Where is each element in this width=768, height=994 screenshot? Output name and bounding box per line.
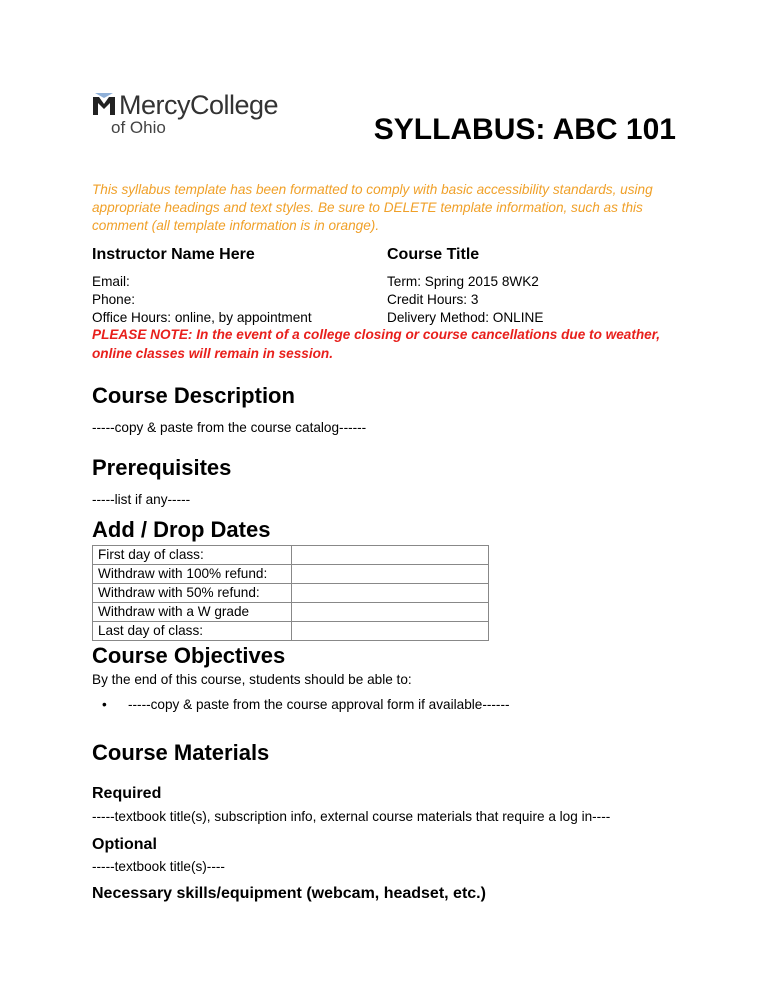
office-hours-line: Office Hours: online, by appointment <box>92 310 312 325</box>
course-objectives-heading: Course Objectives <box>92 643 286 668</box>
date-label: Withdraw with a W grade <box>93 603 292 622</box>
logo <box>93 90 279 137</box>
course-title-heading: Course Title <box>387 246 480 263</box>
course-description-text: -----copy & paste from the course catalog------ <box>92 420 367 435</box>
date-value <box>292 603 489 622</box>
logo-sub: of Ohio <box>111 118 166 137</box>
date-label: Withdraw with 50% refund: <box>93 584 292 603</box>
instructor-info <box>92 273 312 327</box>
date-label: First day of class: <box>93 546 292 565</box>
prerequisites-heading: Prerequisites <box>92 455 232 480</box>
objectives-intro: By the end of this course, students should be able to: <box>92 672 412 687</box>
college-logo-mark-icon <box>93 93 115 115</box>
instructor-heading: Instructor Name Here <box>92 246 255 263</box>
required-text: -----textbook title(s), subscription info, external course materials that require a log in---- <box>92 809 611 824</box>
date-value <box>292 622 489 641</box>
required-heading: Required <box>92 785 162 802</box>
course-description-heading: Course Description <box>92 383 295 408</box>
skills-heading: Necessary skills/equipment (webcam, headset, etc.) <box>92 885 486 902</box>
optional-heading: Optional <box>92 836 157 853</box>
add-drop-table <box>92 545 489 641</box>
phone-line: Phone: <box>92 292 136 307</box>
credit-hours-line: Credit Hours: 3 <box>387 292 479 307</box>
date-label: Last day of class: <box>93 622 292 641</box>
logo-name: MercyCollege <box>119 90 279 120</box>
template-note: This syllabus template has been formatted to comply with basic accessibility standards, using appropriate headings and text styles. Be sure to DELETE template information, such as this comment (all template information is in orange). <box>92 182 653 233</box>
date-value <box>292 565 489 584</box>
bullet-icon: • <box>102 697 107 712</box>
email-line: Email: <box>92 274 130 289</box>
please-note: PLEASE NOTE: In the event of a college closing or course cancellations due to weather, online classes will remain in session. <box>92 327 661 361</box>
course-info <box>387 273 543 327</box>
table-row <box>93 603 489 622</box>
add-drop-heading: Add / Drop Dates <box>92 517 271 542</box>
optional-text: -----textbook title(s)---- <box>92 859 225 874</box>
table-row <box>93 622 489 641</box>
table-row <box>93 584 489 603</box>
page-title: SYLLABUS: ABC 101 <box>373 113 676 146</box>
course-materials-heading: Course Materials <box>92 740 270 765</box>
delivery-method-line: Delivery Method: ONLINE <box>387 310 544 325</box>
date-label: Withdraw with 100% refund: <box>93 565 292 584</box>
date-value <box>292 584 489 603</box>
table-row <box>93 565 489 584</box>
table-row <box>93 546 489 565</box>
objective-item: -----copy & paste from the course approval form if available------ <box>128 697 510 712</box>
prerequisites-text: -----list if any----- <box>92 492 191 507</box>
term-line: Term: Spring 2015 8WK2 <box>387 274 539 289</box>
date-value <box>292 546 489 565</box>
